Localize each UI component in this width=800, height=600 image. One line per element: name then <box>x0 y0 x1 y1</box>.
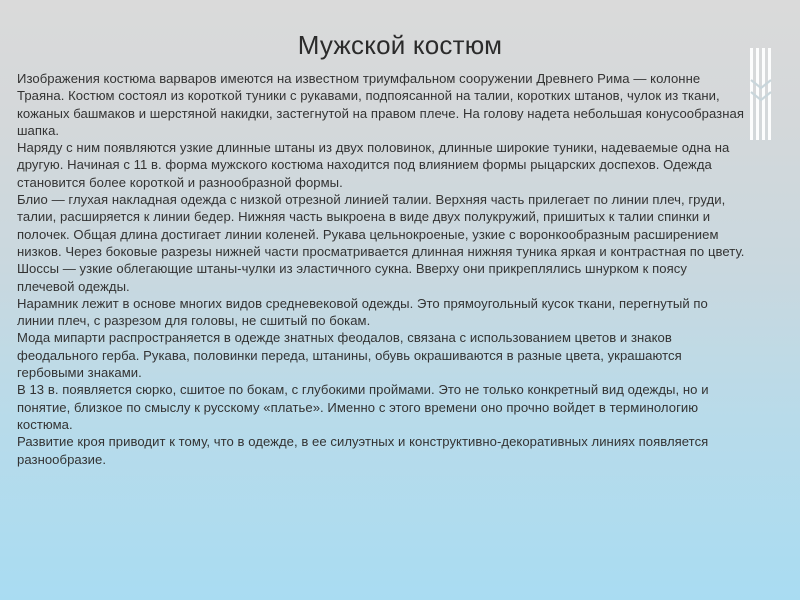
paragraph-3: Блио — глухая накладная одежда с низкой отрезной линией талии. Верхняя часть прилегает по линии плеч, груди, талии, расширяется к линии бедер. Нижняя часть выкроена в виде двух полукружий, пришитых к талии спинки и полочек. Общая длина достигает линии коленей. Рукава цельнокроеные, узкие с воронкообразным расширением низков. Через боковые разрезы нижней части просматривается длинная нижняя туника яркая и контрастная по цвету. <box>17 192 745 259</box>
paragraph-7: В 13 в. появляется сюрко, сшитое по бокам, с глубокими проймами. Это не только конкретный вид одежды, но и понятие, близкое по смыслу к русскому «платье». Именно с этого времени оно прочно войдет в терминологию костюма. <box>17 382 709 432</box>
paragraph-6: Мода мипарти распространяется в одежде знатных феодалов, связана с использованием цветов и знаков феодального герба. Рукава, половинки переда, штанины, обувь окрашиваются в разные цвета, украшаются гербовыми знаками. <box>17 330 682 381</box>
paragraph-4: Шоссы — узкие облегающие штаны-чулки из эластичного сукна. Вверху они прикреплялись шнурком к поясу плечевой одежды. <box>17 261 687 294</box>
paragraph-1: Изображения костюма варваров имеются на известном триумфальном сооружении Древнего Рима — колонне Траяна. Костюм состоял из короткой туники с рукавами, подпоясанной на талии, коротких штанов, чулок из ткани, кожаных башмаков и шерстяной накидки, застегнутой на правом плече. На голову надета небольшая конусообразная шапка. <box>17 71 744 138</box>
paragraph-5: Нарамник лежит в основе многих видов средневековой одежды. Это прямоугольный кусок ткани, перегнутый по линии плеч, с разрезом для головы, не сшитый по бокам. <box>17 295 708 329</box>
chevron-stripes-icon <box>750 48 772 140</box>
paragraph-8: Развитие кроя приводит к тому, что в одежде, в ее силуэтных и конструктивно-декоративных линиях появляется разнообразие. <box>17 434 709 467</box>
paragraph-2: Наряду с ним появляются узкие длинные штаны из двух половинок, длинные широкие туники, надеваемые одна на другую. Начиная с 11 в. форма мужского костюма находится под влиянием формы рыцарских доспехов. Одежда становится более короткой и разнообразной формы. <box>17 140 730 190</box>
slide-body <box>17 70 747 468</box>
slide-title: Мужской костюм <box>297 30 503 60</box>
